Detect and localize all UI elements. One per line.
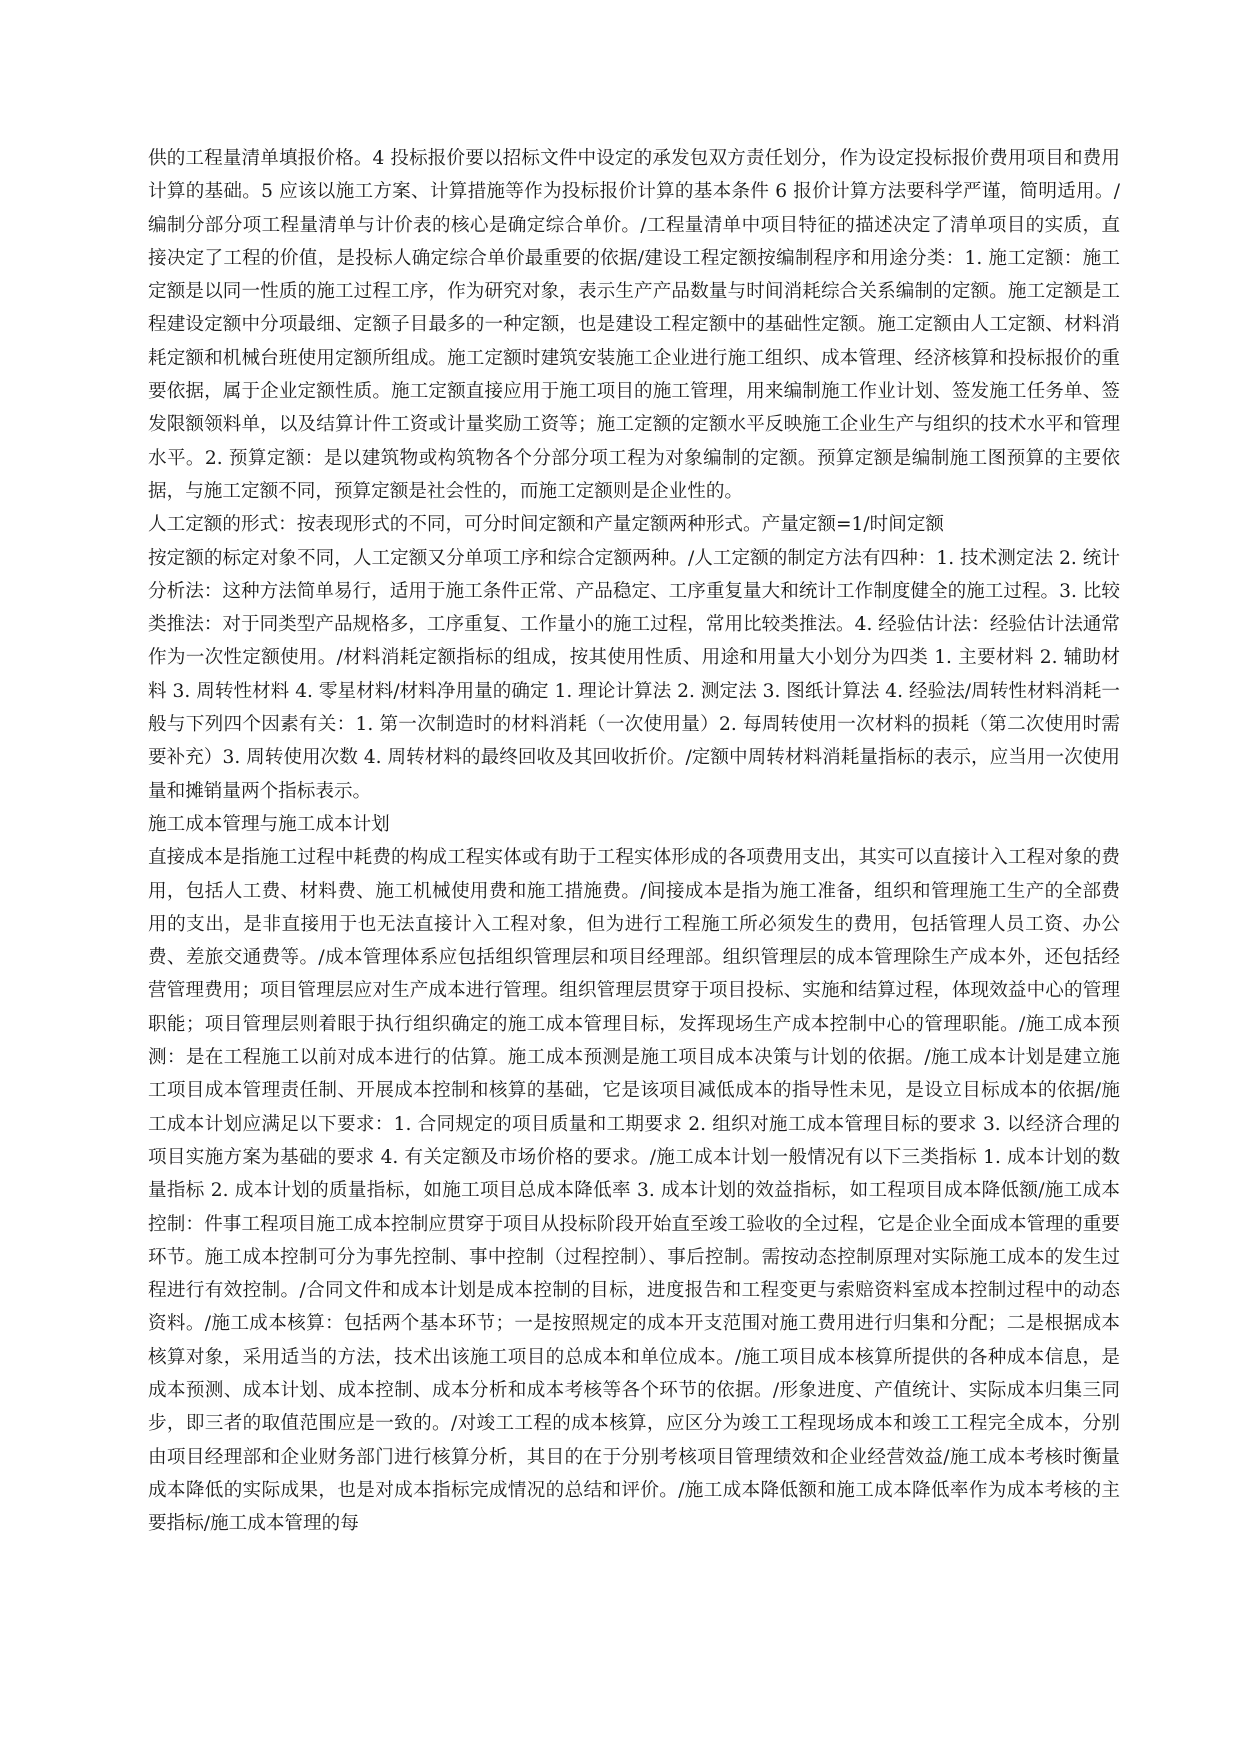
body-paragraph-labor-quota-form: 人工定额的形式：按表现形式的不同，可分时间定额和产量定额两种形式。产量定额=1/时间定额	[148, 514, 945, 536]
body-paragraph-labor-quota-methods: 按定额的标定对象不同，人工定额又分单项工序和综合定额两种。/人工定额的制定方法有四种：1. 技术测定法 2. 统计分析法：这种方法简单易行，适用于施工条件正常、产品稳定、工序重复量大和统计工作制度健全的施工过程。3. 比较类推法：对于同类型产品规格多，工序重复、工作量小的施工过程，常用比较类推法。4. 经验估计法：经验估计法通常作为一次性定额使用。/材料消耗定额指标的组成，按其使用性质、用途和用量大小划分为四类 1. 主要材料 2. 辅助材料 3. 周转性材料 4. 零星材料/材料净用量的确定 1. 理论计算法 2. 测定法 3. 图纸计算法 4. 经验法/周转性材料消耗一般与下列四个因素有关：1. 第一次制造时的材料消耗（一次使用量）2. 每周转使用一次材料的损耗（第二次使用时需要补充）3. 周转使用次数 4. 周转材料的最终回收及其回收折价。/定额中周转材料消耗量指标的表示，应当用一次使用量和摊销量两个指标表示。	[148, 547, 1120, 802]
body-paragraph-quota: 供的工程量清单填报价格。4 投标报价要以招标文件中设定的承发包双方责任划分，作为设定投标报价费用项目和费用计算的基础。5 应该以施工方案、计算措施等作为投标报价计算的基本条件 6 报价计算方法要科学严谨，简明适用。/编制分部分项工程量清单与计价表的核心是确定综合单价。/工程量清单中项目特征的描述决定了清单项目的实质，直接决定了工程的价值，是投标人确定综合单价最重要的依据/建设工程定额按编制程序和用途分类：1. 施工定额：施工定额是以同一性质的施工过程工序，作为研究对象，表示生产产品数量与时间消耗综合关系编制的定额。施工定额是工程建设定额中分项最细、定额子目最多的一种定额，也是建设工程定额中的基础性定额。施工定额由人工定额、材料消耗定额和机械台班使用定额所组成。施工定额时建筑安装施工企业进行施工组织、成本管理、经济核算和投标报价的重要依据，属于企业定额性质。施工定额直接应用于施工项目的施工管理，用来编制施工作业计划、签发施工任务单、签发限额领料单，以及结算计件工资或计量奖励工资等；施工定额的定额水平反映施工企业生产与组织的技术水平和管理水平。2. 预算定额：是以建筑物或构筑物各个分部分项工程为对象编制的定额。预算定额是编制施工图预算的主要依据，与施工定额不同，预算定额是社会性的，而施工定额则是企业性的。	[148, 148, 1120, 502]
section-heading: 施工成本管理与施工成本计划	[148, 813, 390, 835]
document-page	[148, 142, 1120, 1540]
body-paragraph-cost-management: 直接成本是指施工过程中耗费的构成工程实体或有助于工程实体形成的各项费用支出，其实可以直接计入工程对象的费用，包括人工费、材料费、施工机械使用费和施工措施费。/间接成本是指为施工准备，组织和管理施工生产的全部费用的支出，是非直接用于也无法直接计入工程对象，但为进行工程施工所必须发生的费用，包括管理人员工资、办公费、差旅交通费等。/成本管理体系应包括组织管理层和项目经理部。组织管理层的成本管理除生产成本外，还包括经营管理费用；项目管理层应对生产成本进行管理。组织管理层贯穿于项目投标、实施和结算过程，体现效益中心的管理职能；项目管理层则着眼于执行组织确定的施工成本管理目标，发挥现场生产成本控制中心的管理职能。/施工成本预测：是在工程施工以前对成本进行的估算。施工成本预测是施工项目成本决策与计划的依据。/施工成本计划是建立施工项目成本管理责任制、开展成本控制和核算的基础，它是该项目减低成本的指导性未见，是设立目标成本的依据/施工成本计划应满足以下要求：1. 合同规定的项目质量和工期要求 2. 组织对施工成本管理目标的要求 3. 以经济合理的项目实施方案为基础的要求 4. 有关定额及市场价格的要求。/施工成本计划一般情况有以下三类指标 1. 成本计划的数量指标 2. 成本计划的质量指标，如施工项目总成本降低率 3. 成本计划的效益指标，如工程项目成本降低额/施工成本控制：件事工程项目施工成本控制应贯穿于项目从投标阶段开始直至竣工验收的全过程，它是企业全面成本管理的重要环节。施工成本控制可分为事先控制、事中控制（过程控制）、事后控制。需按动态控制原理对实际施工成本的发生过程进行有效控制。/合同文件和成本计划是成本控制的目标，进度报告和工程变更与索赔资料室成本控制过程中的动态资料。/施工成本核算：包括两个基本环节；一是按照规定的成本开支范围对施工费用进行归集和分配；二是根据成本核算对象，采用适当的方法，技术出该施工项目的总成本和单位成本。/施工项目成本核算所提供的各种成本信息，是成本预测、成本计划、成本控制、成本分析和成本考核等各个环节的依据。/形象进度、产值统计、实际成本归集三同步，即三者的取值范围应是一致的。/对竣工工程的成本核算，应区分为竣工工程现场成本和竣工工程完全成本，分别由项目经理部和企业财务部门进行核算分析，其目的在于分别考核项目管理绩效和企业经营效益/施工成本考核时衡量成本降低的实际成果，也是对成本指标完成情况的总结和评价。/施工成本降低额和施工成本降低率作为成本考核的主要指标/施工成本管理的每	[148, 847, 1120, 1535]
